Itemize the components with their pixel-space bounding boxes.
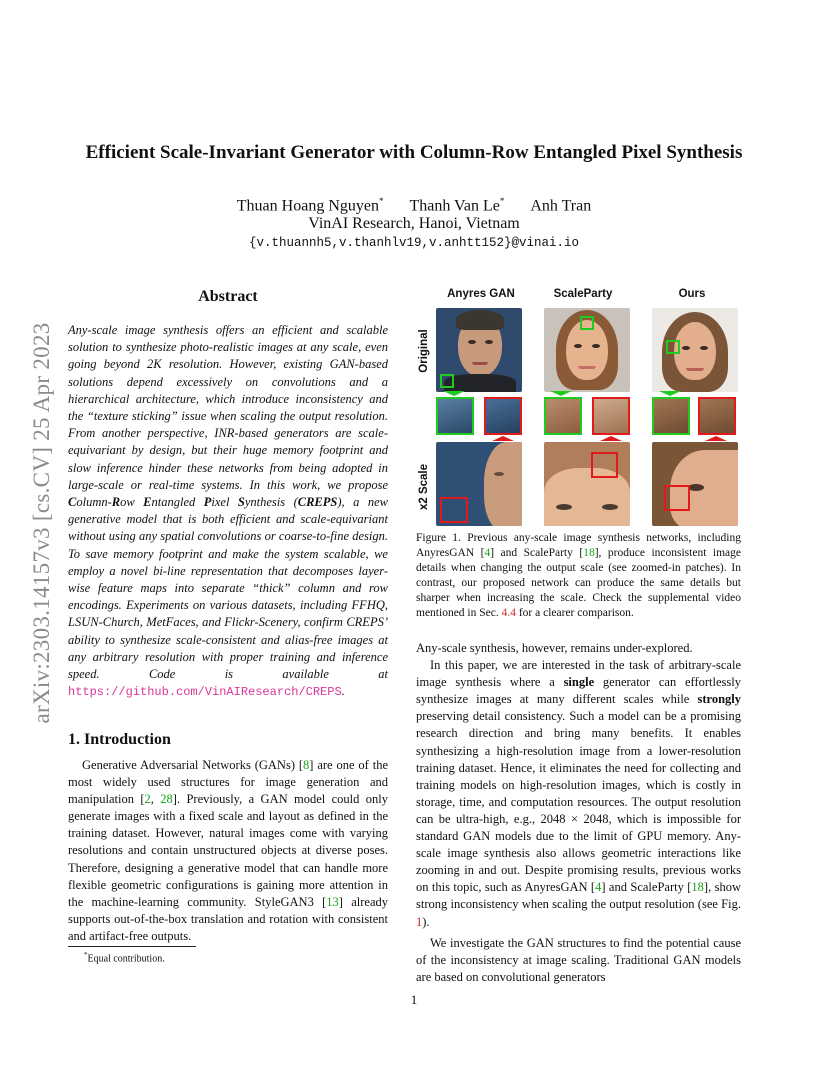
code-link[interactable]: https://github.com/VinAIResearch/CREPS <box>68 685 342 700</box>
introduction-paragraph <box>68 757 388 945</box>
arxiv-stamp <box>22 288 62 758</box>
arrow-up-icon <box>492 436 514 441</box>
acronym-rest: ixel <box>211 495 238 510</box>
caption-text: ], produce inconsistent image details when changing the output scale (see zoomed-in patches). In contrast, our proposed network can produce the same details but sharper when increasing the scale. Check the supplemental video mentioned in Sec. <box>416 547 741 620</box>
author-list <box>0 196 828 215</box>
body-text: ]. Previously, a GAN model could only generate images with a fixed scale and layout as defined in the training dataset. However, natural images come with varying resolutions and contain unstructured objects at diverse poses. Therefore, designing a generative model that can handle more flexible geometric configurations is gaining more attention in the machine-learning community. StyleGAN3 [ <box>68 792 389 909</box>
body-text: In this paper, we are interested in the task of arbitrary-scale image synthesis where a <box>416 658 741 690</box>
acronym-rest: ntangled <box>151 495 204 510</box>
zoom-patch-original <box>652 397 690 435</box>
body-text: ] are one of the most widely used structures for image generation and manipulation [ <box>68 758 389 807</box>
abstract-text: Any-scale image synthesis offers an efficient and scalable solution to synthesize photo-realistic images at any scale, even going beyond 2K resolution. However, existing GAN-based solutions depend excessively on convolutions and a hierarchical architecture, which introduce inconsistency and the “texture sticking” issue when scaling the output resolution. From another perspective, INR-based generators are scale-equivariant by design, but their huge memory footprint and slow inference hinder these networks from being adopted in large-scale or real-time systems. In this work, we propose <box>68 323 388 492</box>
arrow-up-icon <box>600 436 622 441</box>
author-name: Anh Tran <box>530 197 592 215</box>
acronym-rest: olumn- <box>76 495 112 510</box>
abstract-heading: Abstract <box>198 288 258 305</box>
zoom-patch-scaled <box>592 397 630 435</box>
caption-text: for a clearer comparison. <box>515 607 634 620</box>
citation-link[interactable]: 18 <box>583 547 595 560</box>
row-label <box>416 311 432 391</box>
acronym-letter: E <box>143 495 152 510</box>
section-heading-introduction: 1. Introduction <box>68 731 171 748</box>
column-header: Anyres GAN <box>447 288 515 300</box>
body-text: ], show strong inconsistency when scaling the output resolution (see Fig. <box>416 880 741 912</box>
body-text: ). <box>422 914 430 929</box>
body-text: ] already supports out-of-the-box translation and rotation with consistent and artifact-free outputs. <box>68 894 388 943</box>
author-name: Thuan Hoang Nguyen <box>236 197 379 215</box>
affiliation: VinAI Research, Hanoi, Vietnam <box>308 215 520 232</box>
row-label-text: x2 Scale <box>418 463 430 511</box>
row-label <box>416 447 432 527</box>
citation-link[interactable]: 8 <box>303 758 310 772</box>
abstract-text: , a new generative model that is both efficient and scale-equivariant without using any spatial convolutions or coarse-to-fine design. To save memory footprint and make the system scalable, we employ a novel bi-line representation that decomposes layer-wise feature maps into separate “thick” column and row encodings. Experiments on various datasets, including FFHQ, LSUN-Church, MetFaces, and Flickr-Scenery, confirm CREPS’ ability to synthesize scale-consistent and alias-free images at any arbitrary resolution with proper training and inference speed. Code is available at <box>68 495 388 682</box>
figure-reference-link[interactable]: 1 <box>416 914 423 929</box>
row-label-text: Original <box>418 329 430 373</box>
author-name: Thanh Van Le <box>409 197 500 215</box>
footnote-rule <box>68 946 196 947</box>
section-reference-link[interactable]: 4.4 <box>501 607 516 620</box>
paper-title: Efficient Scale-Invariant Generator with Column-Row Entangled Pixel Synthesis <box>85 142 743 163</box>
author-emails: {v.thuannh5,v.thanhlv19,v.anhtt152}@vinai.io <box>248 236 580 250</box>
arrow-up-icon <box>705 436 727 441</box>
emphasis: strongly <box>697 692 741 707</box>
arxiv-stamp-text: arXiv:2303.14157v3 [cs.CV] 25 Apr 2023 <box>29 322 54 724</box>
citation-link[interactable]: 18 <box>691 880 704 895</box>
face-image-ours <box>652 308 738 392</box>
body-text: , <box>150 792 161 807</box>
zoom-patch-original <box>436 397 474 435</box>
footnote-mark: * <box>84 951 88 959</box>
acronym-letter: P <box>203 495 212 510</box>
figure-1 <box>416 285 741 530</box>
body-text: generator can effortlessly synthesize images at many different scales while <box>416 675 741 707</box>
arrow-down-icon <box>550 391 572 396</box>
citation-link[interactable]: 2 <box>144 792 151 807</box>
paragraph: Any-scale synthesis, however, remains under-explored. <box>416 641 693 655</box>
citation-link[interactable]: 28 <box>160 792 173 807</box>
acronym: CREPS <box>297 495 338 510</box>
body-text: preserving detail consistency. Such a model can be a promising research direction and bring many benefits. It enables synthesizing a high-resolution image from a lower-resolution training dataset. Hence, it eliminates the need for collecting and training models on high-resolution images, which is costly in storage, time, and computation resources. The output resolution can be ultra-high, e.g., 2048 × 2048, which is impossible for standard GAN models due to the limit of GPU memory. Any-scale image synthesis also allows geometric interactions like zooming in and out. Despite promising results, previous works on this topic, such as AnyresGAN [ <box>416 709 741 895</box>
caption-text: ] and ScaleParty [ <box>490 547 584 560</box>
footnote-text: Equal contribution. <box>87 953 165 965</box>
acronym-letter: R <box>111 495 121 510</box>
acronym-letter: S <box>237 495 245 510</box>
caption-text: Figure 1. Previous any-scale image synthesis networks, including AnyresGAN [ <box>416 532 741 560</box>
zoom-patch-original <box>544 397 582 435</box>
column-header: ScaleParty <box>553 288 613 300</box>
crop-box-red <box>591 452 618 478</box>
author-mark: * <box>499 196 505 206</box>
zoom-patch-scaled <box>484 397 522 435</box>
paragraph <box>416 657 741 931</box>
citation-link[interactable]: 4 <box>484 547 491 560</box>
citation-link[interactable]: 13 <box>326 894 339 909</box>
crop-box-red <box>664 485 690 511</box>
acronym-rest: ow <box>120 495 144 510</box>
paragraph: We investigate the GAN structures to find the potential cause of the inconsistency at image scaling. Traditional GAN models are based on convolutional generators <box>416 935 741 984</box>
acronym-letter: C <box>68 495 77 510</box>
crop-box-red <box>440 497 468 523</box>
emphasis: single <box>563 675 595 690</box>
abstract-text: . <box>341 684 345 699</box>
author-mark: * <box>378 196 384 206</box>
zoom-patch-scaled <box>698 397 736 435</box>
column-header: Ours <box>678 288 706 300</box>
figure-caption <box>416 531 741 622</box>
right-column-text <box>416 640 741 986</box>
body-text: Generative Adversarial Networks (GANs) [ <box>82 758 304 772</box>
footnote <box>84 951 165 964</box>
crop-box-green <box>580 316 594 330</box>
acronym-rest: ynthesis ( <box>244 495 298 510</box>
arrow-down-icon <box>443 391 465 396</box>
crop-box-green <box>440 374 454 388</box>
abstract-body <box>68 322 388 701</box>
page-number: 1 <box>410 992 418 1007</box>
citation-link[interactable]: 4 <box>595 880 602 895</box>
crop-box-green <box>666 340 680 354</box>
scaled-image-ours <box>652 442 738 526</box>
acronym-rest: ) <box>337 495 342 510</box>
body-text: ] and ScaleParty [ <box>601 880 692 895</box>
arrow-down-icon <box>659 391 681 396</box>
